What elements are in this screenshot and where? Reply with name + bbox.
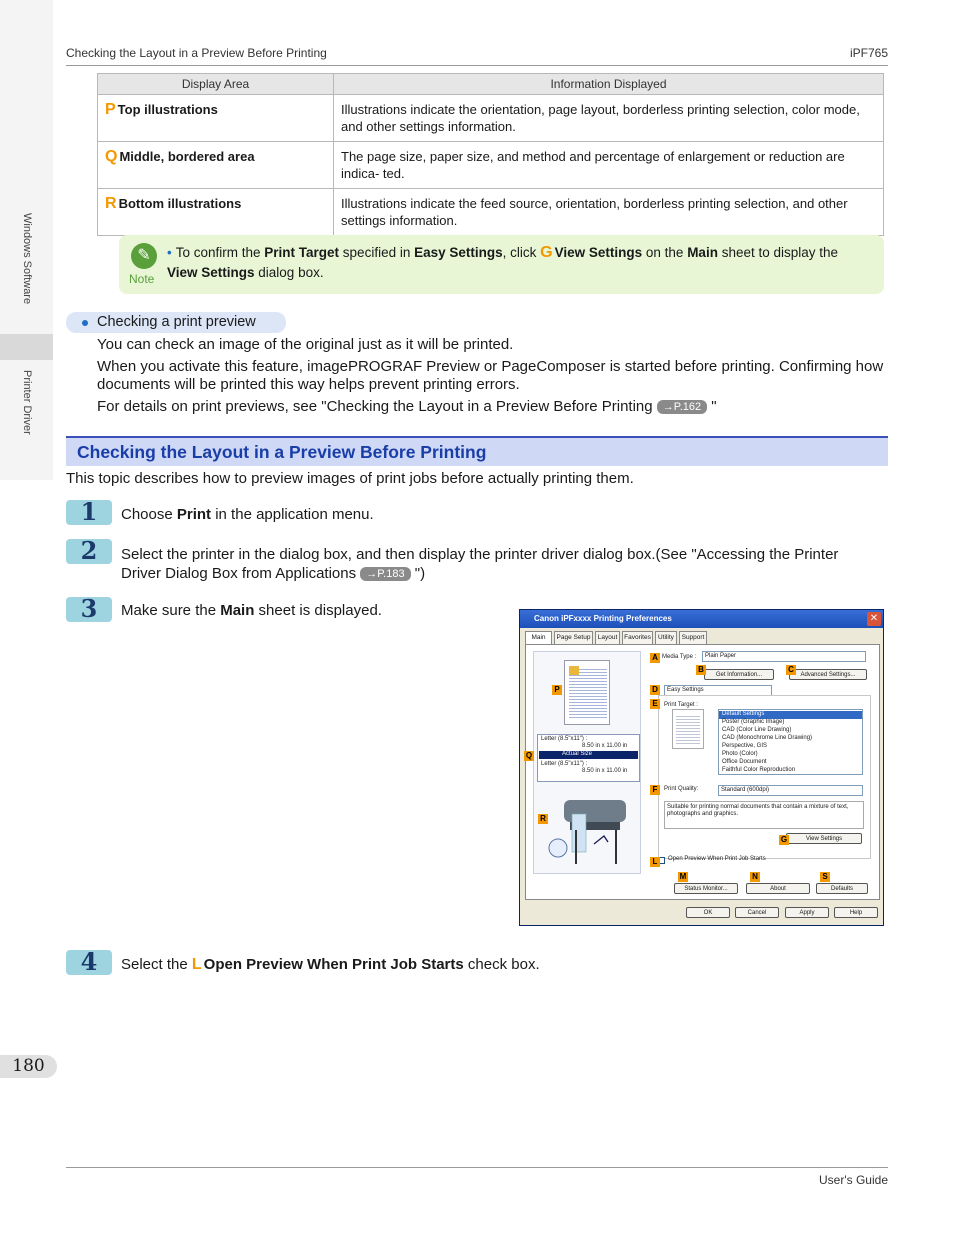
dialog-title-bar: Canon iPFxxxx Printing Preferences ✕ <box>520 610 883 628</box>
main-sheet-panel: Letter (8.5"x11") : 8.50 in x 11.00 in Actual Size Letter (8.5"x11") : 8.50 in x 11.00 in Media Type : Plain Paper Get Information... Advanced Settings... Easy Settings Print Target : Default Settings Poster (Graphic Image) CAD (Color Line Drawing) CAD (Monochrome Line Drawing) Perspective, GIS Photo (Color) Office Document Faithful Color Reproduction Print Quality: Standard (600dpi) Suitable for printing normal documents that contain a mixture of text, photographs and graphics. View Settings Open Preview When Print Job Starts Status Monitor... About Defaults A B C D E F G L M N S P Q R <box>525 644 880 900</box>
callout-m: M <box>679 872 687 881</box>
table-header-information: Information Displayed <box>334 74 884 95</box>
table-cell-info: Illustrations indicate the feed source, orientation, borderless printing selection, and other settings information. <box>334 189 884 236</box>
list-item[interactable]: Faithful Color Reproduction <box>722 767 796 773</box>
step-number-3: 3 <box>66 597 112 622</box>
sidebar-label-printer-driver: Printer Driver <box>21 370 33 435</box>
cancel-button[interactable]: Cancel <box>735 907 779 918</box>
label-letter-l: L <box>191 956 202 973</box>
tab-page-setup[interactable]: Page Setup <box>554 631 593 644</box>
printing-preferences-dialog <box>519 609 884 926</box>
step-4-text: Select the L Open Preview When Print Job Starts check box. <box>121 956 540 973</box>
table-cell-area: Bottom illustrations <box>118 196 242 211</box>
actual-size-label: Actual Size <box>562 751 593 757</box>
section-heading: Checking the Layout in a Preview Before Printing <box>66 436 888 466</box>
tab-support[interactable]: Support <box>679 631 707 644</box>
preview-paragraph-2: When you activate this feature, imagePROGRAF Preview or PageComposer is started before printing. Confirming how documents will be printed this way helps prevent printing errors. <box>97 358 884 393</box>
callout-s: S <box>820 872 830 882</box>
note-box <box>119 235 884 294</box>
tab-utility[interactable]: Utility <box>655 631 677 644</box>
preview-paragraph-3: For details on print previews, see "Checking the Layout in a Preview Before Printing →P.162 " <box>97 398 717 415</box>
table-cell-area: Top illustrations <box>117 102 218 117</box>
step-number-4: 4 <box>66 950 112 975</box>
help-button[interactable]: Help <box>834 907 878 918</box>
step-number-1: 1 <box>66 500 112 525</box>
easy-settings-select[interactable]: Easy Settings <box>664 685 772 696</box>
label-letter-p: P <box>105 101 116 118</box>
display-area-table <box>97 73 884 236</box>
media-type-select[interactable]: Plain Paper <box>702 651 866 662</box>
sidebar-section-windows-software <box>0 0 53 334</box>
running-header-model: iPF765 <box>849 46 888 60</box>
table-header-display-area: Display Area <box>98 74 334 95</box>
description-box: Suitable for printing normal documents that contain a mixture of text, photographs and graphics. <box>664 801 864 829</box>
tab-layout[interactable]: Layout <box>595 631 620 644</box>
apply-button[interactable]: Apply <box>785 907 829 918</box>
table-cell-info: The page size, paper size, and method and percentage of enlargement or reduction are indica- ted. <box>334 142 884 189</box>
callout-r: R <box>538 814 548 824</box>
note-label: Note <box>129 272 155 286</box>
list-item[interactable]: CAD (Color Line Drawing) <box>722 727 792 733</box>
about-button[interactable]: About <box>746 883 810 894</box>
running-header-title: Checking the Layout in a Preview Before Printing <box>66 46 327 60</box>
target-thumbnail <box>672 709 704 749</box>
subheading-checking-print-preview: Checking a print preview <box>66 312 286 333</box>
tab-favorites[interactable]: Favorites <box>622 631 653 644</box>
page-number: 180 <box>0 1055 57 1078</box>
list-item[interactable]: Poster (Graphic Image) <box>722 719 785 725</box>
header-rule <box>66 65 888 66</box>
print-target-list[interactable] <box>718 709 863 775</box>
sidebar-current-marker <box>0 334 53 360</box>
label-letter-r: R <box>105 195 117 212</box>
callout-e: E <box>650 699 660 709</box>
close-icon[interactable]: ✕ <box>867 612 881 626</box>
table-cell-area: Middle, bordered area <box>119 149 255 164</box>
defaults-button[interactable]: Defaults <box>816 883 868 894</box>
sidebar-section-printer-driver <box>0 360 53 480</box>
callout-c: C <box>786 665 796 675</box>
printer-illustration <box>546 792 632 868</box>
step-3-text: Make sure the Main sheet is displayed. <box>121 602 382 619</box>
step-1-text: Choose Print in the application menu. <box>121 506 374 523</box>
page-reference-link[interactable]: →P.162 <box>657 400 707 414</box>
section-intro: This topic describes how to preview images of print jobs before actually printing them. <box>66 470 634 487</box>
open-preview-label: Open Preview When Print Job Starts <box>668 856 766 862</box>
list-item[interactable]: Default Settings <box>722 711 765 717</box>
tab-main[interactable]: Main <box>525 631 552 645</box>
callout-q: Q <box>525 751 533 760</box>
list-item[interactable]: Office Document <box>722 759 767 765</box>
table-row <box>98 142 884 189</box>
ok-button[interactable]: OK <box>686 907 730 918</box>
view-settings-button[interactable]: View Settings <box>786 833 862 844</box>
sidebar-label-windows-software: Windows Software <box>21 213 33 305</box>
callout-a: A <box>650 653 660 663</box>
footer-rule <box>66 1167 888 1168</box>
paper-info-box: Letter (8.5"x11") : 8.50 in x 11.00 in Actual Size Letter (8.5"x11") : 8.50 in x 11.00 in <box>537 734 640 782</box>
preview-column <box>533 651 641 874</box>
get-information-button[interactable]: Get Information... <box>704 669 774 680</box>
table-cell-info: Illustrations indicate the orientation, page layout, borderless printing selection, color mode, and other settings information. <box>334 95 884 142</box>
list-item[interactable]: Photo (Color) <box>722 751 758 757</box>
callout-g: G <box>780 835 788 844</box>
page-reference-link[interactable]: →P.183 <box>360 567 410 581</box>
advanced-settings-button[interactable]: Advanced Settings... <box>789 669 867 680</box>
preview-paragraph-1: You can check an image of the original just as it will be printed. <box>97 336 514 353</box>
callout-b: B <box>696 665 706 675</box>
table-row <box>98 95 884 142</box>
list-item[interactable]: Perspective, GIS <box>722 743 768 749</box>
bullet-icon: • <box>167 245 172 260</box>
callout-f: F <box>650 785 660 795</box>
step-2-text: Select the printer in the dialog box, and then display the printer driver dialog box.(See "Accessing the Printer Driver Dialog Box from Applications →P.183 ") <box>121 546 839 582</box>
page-thumbnail <box>564 660 610 725</box>
label-letter-g: G <box>540 244 553 261</box>
status-monitor-button[interactable]: Status Monitor... <box>674 883 738 894</box>
note-text: • To confirm the Print Target specified in Easy Settings, click G View Settings on the Main sheet to display the View Settings dialog box. <box>167 244 839 280</box>
callout-p: P <box>552 685 562 695</box>
pencil-icon: ✎ <box>131 243 157 269</box>
step-number-2: 2 <box>66 539 112 564</box>
footer-guide-title: User's Guide <box>819 1173 888 1187</box>
callout-d: D <box>650 685 660 695</box>
callout-l: L <box>650 857 660 867</box>
table-row <box>98 189 884 236</box>
callout-n: N <box>750 872 760 882</box>
label-letter-q: Q <box>105 148 118 165</box>
list-item[interactable]: CAD (Monochrome Line Drawing) <box>722 735 813 741</box>
print-quality-select[interactable]: Standard (600dpi) <box>718 785 863 796</box>
